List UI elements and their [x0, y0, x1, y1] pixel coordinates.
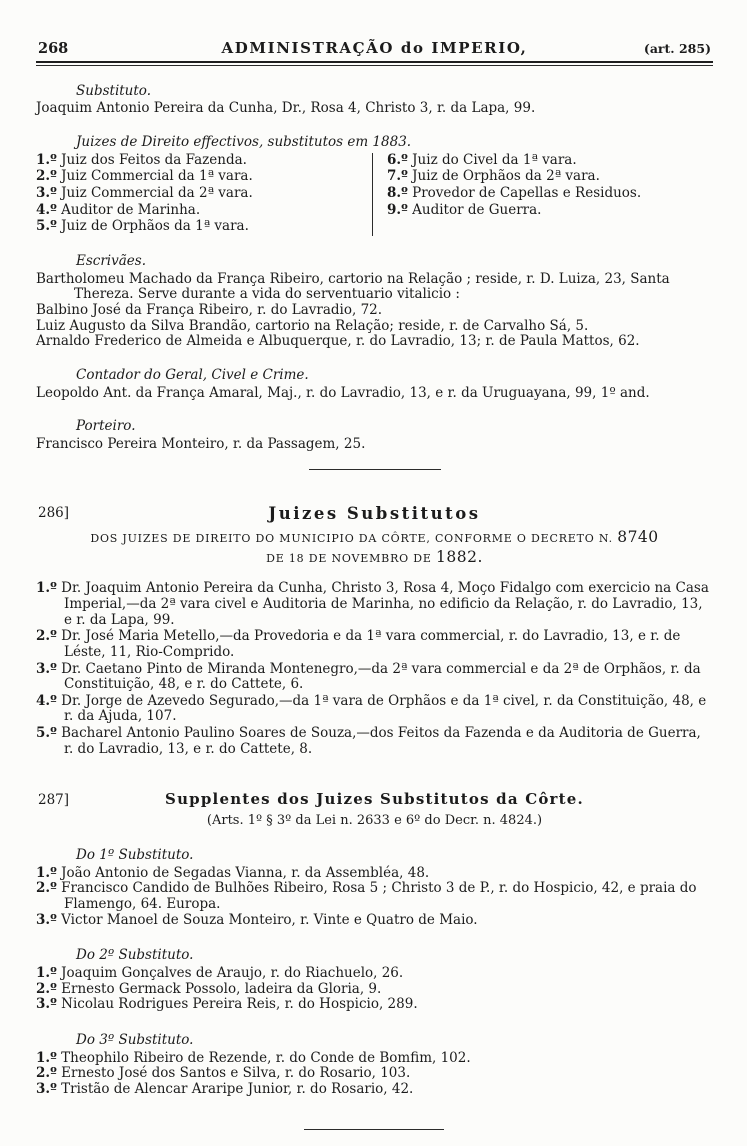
- section-porteiro: [36, 419, 713, 452]
- list-item: [36, 1082, 713, 1098]
- item-text: Bacharel Antonio Paulino Soares de Souza,—dos Feitos da Fazenda e da Auditoria de Guerra, r. do Lavradio, 13, e r. do Cattete, 8.: [61, 725, 701, 757]
- item-text: Dr. Caetano Pinto de Miranda Montenegro,—da 2ª vara commercial e da 2ª de Orphãos, r. da Constituição, 48, e r. do Cattete, 6.: [61, 660, 701, 693]
- escrivaes-entry: Arnaldo Frederico de Almeida e Albuquerque, r. do Lavradio, 13; r. de Paula Mattos, 62.: [36, 333, 640, 350]
- group-do-1-substituto: [36, 848, 713, 928]
- list-item: [36, 913, 713, 929]
- section-contador: [36, 368, 713, 401]
- list-item: [36, 629, 713, 660]
- item-number: 1.º: [36, 965, 57, 982]
- list-item: [36, 966, 713, 982]
- item-number: 3.º: [36, 660, 57, 677]
- substitutos-list: [36, 581, 713, 757]
- substituto-entry: Joaquim Antonio Pereira da Cunha, Dr., Rosa 4, Christo 3, r. da Lapa, 99.: [36, 100, 536, 117]
- item-text: Joaquim Gonçalves de Araujo, r. do Riachuelo, 26.: [61, 965, 404, 982]
- section-286-heading-row: [36, 504, 713, 524]
- section-287-heading-row: [36, 791, 713, 809]
- item-number: 2.º: [36, 168, 57, 185]
- item-text: Dr. Jorge de Azevedo Segurado,—da 1ª vara de Orphãos e da 1ª civel, r. da Constituição, 48, e r. da Ajuda, 107.: [61, 692, 707, 725]
- item-number: 3.º: [36, 996, 57, 1013]
- list-item: [36, 726, 713, 757]
- item-number: 2.º: [36, 980, 57, 997]
- item-number: 2.º: [36, 880, 57, 897]
- list-item: [387, 153, 713, 169]
- item-text: Nicolau Rodrigues Pereira Reis, r. do Hospicio, 289.: [61, 996, 418, 1013]
- contador-entry: Leopoldo Ant. da França Amaral, Maj., r. do Lavradio, 13, e r. da Uruguayana, 99, 1º and.: [36, 384, 650, 401]
- item-text: Ernesto José dos Santos e Silva, r. do Rosario, 103.: [61, 1065, 411, 1082]
- item-text: Tristão de Alencar Araripe Junior, r. do Rosario, 42.: [61, 1081, 414, 1098]
- item-number: 1.º: [36, 864, 57, 881]
- item-number: 5.º: [36, 218, 57, 235]
- porteiro-entry: Francisco Pereira Monteiro, r. da Passagem, 25.: [36, 435, 366, 452]
- item-number: 8.º: [387, 185, 408, 202]
- group-do-3-substituto: [36, 1033, 713, 1098]
- list-item: [36, 186, 364, 202]
- juizes-right-column: [373, 153, 713, 236]
- item-number: 6.º: [387, 151, 408, 168]
- item-number: 2.º: [36, 628, 57, 645]
- decree-year: 1882.: [436, 548, 483, 567]
- group-heading: Do 3º Substituto.: [76, 1032, 194, 1049]
- item-text: Ernesto Germack Possolo, ladeira da Gloria, 9.: [61, 980, 382, 997]
- list-item: [36, 581, 713, 628]
- list-item: [387, 169, 713, 185]
- page-header: [36, 40, 713, 58]
- juizes-two-columns: [36, 153, 713, 236]
- escrivaes-entry: Luiz Augusto da Silva Brandão, cartorio na Relação; reside, r. de Carvalho Sá, 5.: [36, 317, 589, 334]
- item-text: Juiz dos Feitos da Fazenda.: [61, 151, 247, 168]
- item-text: Juiz Commercial da 2ª vara.: [61, 185, 253, 202]
- list-item: [36, 1051, 713, 1067]
- decree-text-1: DOS JUIZES DE DIREITO DO MUNICIPIO DA CÔRTE, CONFORME O DECRETO N.: [90, 532, 613, 546]
- section-287-title: Supplentes dos Juizes Substitutos da Côrte.: [165, 790, 584, 809]
- list-item: [36, 1066, 713, 1082]
- section-287-subtitle: (Arts. 1º § 3º da Lei n. 2633 e 6º do Decr. n. 4824.): [206, 813, 543, 829]
- list-item: [387, 186, 713, 202]
- item-number: 9.º: [387, 201, 408, 218]
- section-286: [36, 504, 713, 758]
- decree-text-2: DE 18 DE NOVEMBRO DE: [266, 552, 432, 566]
- article-ref: (art. 285): [643, 41, 711, 56]
- item-number: 7.º: [387, 168, 408, 185]
- item-text: João Antonio de Segadas Vianna, r. da Assembléa, 48.: [61, 864, 430, 881]
- item-number: 3.º: [36, 185, 57, 202]
- list-item: [36, 694, 713, 725]
- substituto-heading: Substituto.: [76, 82, 151, 99]
- section-substituto: [36, 84, 713, 117]
- header-rule: [36, 61, 713, 66]
- section-287-marker: 287]: [38, 792, 70, 809]
- page-number: 268: [38, 40, 69, 57]
- item-text: Juiz Commercial da 1ª vara.: [61, 168, 253, 185]
- page-title: ADMINISTRAÇÃO do IMPERIO,: [221, 39, 528, 57]
- page-bottom-rule: [304, 1129, 444, 1130]
- item-number: 3.º: [36, 911, 57, 928]
- section-escrivaes: [36, 254, 713, 350]
- escrivaes-heading: Escrivães.: [76, 253, 146, 270]
- section-286-title: Juizes Substitutos: [268, 503, 481, 523]
- list-item: [36, 662, 713, 693]
- item-number: 2.º: [36, 1065, 57, 1082]
- item-text: Theophilo Ribeiro de Rezende, r. do Conde de Bomfim, 102.: [61, 1049, 471, 1066]
- item-text: Provedor de Capellas e Residuos.: [412, 185, 642, 202]
- list-item: [387, 203, 713, 219]
- item-number: 1.º: [36, 580, 57, 597]
- section-juizes-effectivos: [36, 135, 713, 236]
- item-text: Juiz de Orphãos da 1ª vara.: [61, 218, 249, 235]
- list-item: [36, 203, 364, 219]
- group-do-2-substituto: [36, 948, 713, 1013]
- item-text: Victor Manoel de Souza Monteiro, r. Vinte e Quatro de Maio.: [61, 911, 478, 928]
- escrivaes-entry: Bartholomeu Machado da França Ribeiro, cartorio na Relação ; reside, r. D. Luiza, 23, Santa Thereza. Serve durante a vida do serventuario vitalicio :: [36, 270, 670, 303]
- porteiro-heading: Porteiro.: [76, 418, 136, 435]
- item-text: Auditor de Guerra.: [412, 201, 542, 218]
- list-item: [36, 982, 713, 998]
- item-text: Auditor de Marinha.: [61, 201, 201, 218]
- contador-heading: Contador do Geral, Civel e Crime.: [76, 367, 309, 383]
- item-text: Juiz de Orphãos da 2ª vara.: [412, 168, 600, 185]
- list-item: [36, 997, 713, 1013]
- item-number: 1.º: [36, 151, 57, 168]
- item-text: Francisco Candido de Bulhões Ribeiro, Rosa 5 ; Christo 3 de P., r. do Hospicio, 42, e praia do Flamengo, 64. Europa.: [61, 880, 697, 913]
- group-heading: Do 2º Substituto.: [76, 947, 194, 964]
- list-item: [36, 866, 713, 882]
- item-number: 1.º: [36, 1049, 57, 1066]
- decree-number: 8740: [617, 528, 659, 547]
- decree-line-1: [46, 529, 703, 547]
- decree-line-2: [46, 549, 703, 567]
- item-text: Juiz do Civel da 1ª vara.: [412, 151, 577, 168]
- juizes-left-column: [36, 153, 373, 236]
- section-divider-rule: [309, 469, 441, 470]
- escrivaes-entry: Balbino José da França Ribeiro, r. do Lavradio, 72.: [36, 302, 383, 319]
- item-number: 4.º: [36, 692, 57, 709]
- list-item: [36, 153, 364, 169]
- list-item: [36, 169, 364, 185]
- juizes-effectivos-heading: Juizes de Direito effectivos, substitutos em 1883.: [76, 134, 412, 151]
- item-number: 5.º: [36, 725, 57, 742]
- item-number: 3.º: [36, 1081, 57, 1098]
- list-item: [36, 219, 364, 235]
- section-286-marker: 286]: [38, 504, 70, 521]
- item-text: Dr. Joaquim Antonio Pereira da Cunha, Christo 3, Rosa 4, Moço Fidalgo com exercicio na Casa Imperial,—da 2ª vara civel e Auditoria de Marinha, no edificio da Relação, r. do Lavradio, 13, e r. da Lapa, 99.: [61, 580, 709, 628]
- group-heading: Do 1º Substituto.: [76, 847, 194, 864]
- item-number: 4.º: [36, 201, 57, 218]
- section-287: [36, 791, 713, 1097]
- item-text: Dr. José Maria Metello,—da Provedoria e da 1ª vara commercial, r. do Lavradio, 13, e r. de Léste, 11, Rio-Comprido.: [61, 628, 681, 660]
- list-item: [36, 881, 713, 912]
